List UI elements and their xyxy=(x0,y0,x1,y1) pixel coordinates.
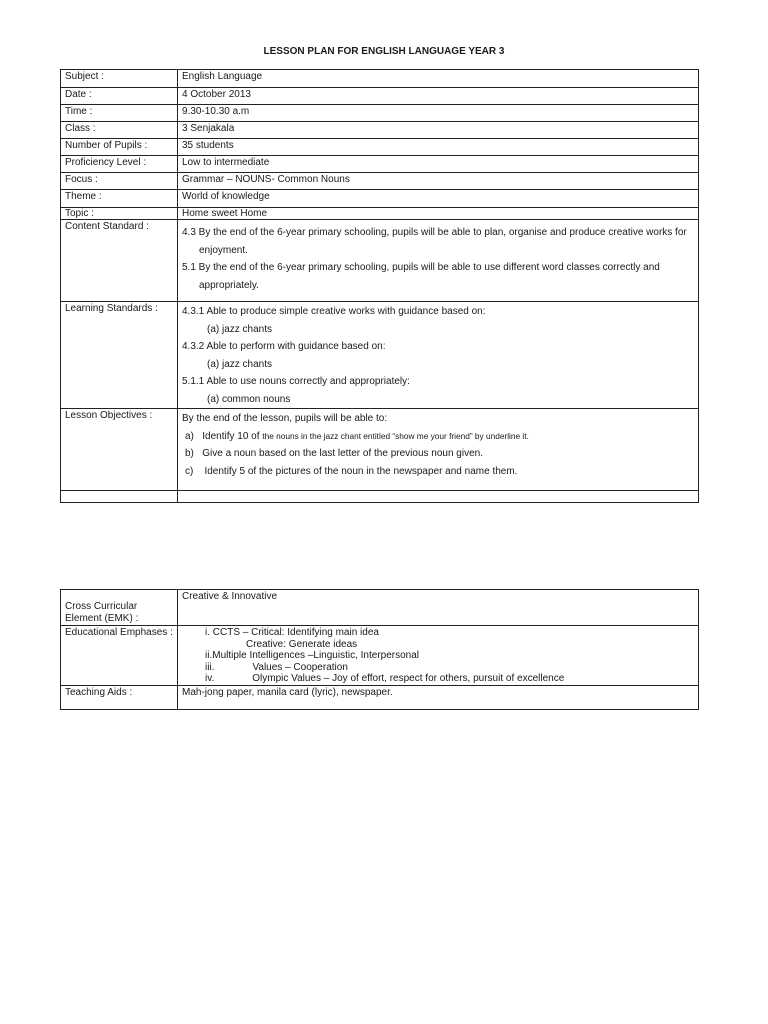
teaching-aids-label: Teaching Aids : xyxy=(61,685,178,709)
table-row xyxy=(61,685,699,709)
lesson-objectives-label: Lesson Objectives : xyxy=(61,409,178,491)
topic-label: Topic : xyxy=(61,208,178,220)
content-standard-value xyxy=(178,220,699,302)
learning-standard-sub: (a) jazz chants xyxy=(207,358,273,370)
table-row xyxy=(61,88,699,105)
emphasis-line xyxy=(182,627,694,639)
objective-text: Identify 10 of xyxy=(202,430,260,442)
learning-standard-sub: (a) common nouns xyxy=(207,393,291,405)
emphasis-text: CCTS – Critical: Identifying main idea xyxy=(212,627,379,638)
learning-standard-sub: (a) jazz chants xyxy=(207,323,273,335)
theme-label: Theme : xyxy=(61,190,178,208)
learning-standard-item: 5.1.1 Able to use nouns correctly and appropriately: xyxy=(182,376,410,387)
class-value: 3 Senjakala xyxy=(178,122,699,139)
date-value: 4 October 2013 xyxy=(178,88,699,105)
emphasis-text: Olympic Values – Joy of effort, respect for others, pursuit of excellence xyxy=(252,673,565,684)
proficiency-label: Proficiency Level : xyxy=(61,156,178,173)
emphasis-marker: i. xyxy=(205,627,210,638)
table-row xyxy=(61,491,699,503)
emphasis-marker: iii. xyxy=(205,661,215,673)
objective-item xyxy=(182,463,694,481)
subject-value: English Language xyxy=(178,70,699,88)
emphasis-marker: ii. xyxy=(205,650,213,661)
objective-marker: b) xyxy=(185,448,194,459)
objective-marker: c) xyxy=(185,465,194,477)
emphasis-line xyxy=(182,639,694,651)
cross-curricular-label: Cross Curricular Element (EMK) : xyxy=(61,590,178,626)
objective-text: Give a noun based on the last letter of the previous noun given. xyxy=(202,448,483,459)
objective-item xyxy=(182,428,694,446)
content-standard-line: 4.3 By the end of the 6-year primary schooling, pupils will be able to plan, organise and produce creative works for xyxy=(182,227,687,238)
cross-curricular-value: Creative & Innovative xyxy=(178,590,699,626)
focus-value: Grammar – NOUNS- Common Nouns xyxy=(178,173,699,190)
time-label: Time : xyxy=(61,105,178,122)
table-row xyxy=(61,409,699,491)
objective-text: Identify 5 of the pictures of the noun in the newspaper and name them. xyxy=(204,465,518,477)
date-label: Date : xyxy=(61,88,178,105)
table-row xyxy=(61,105,699,122)
emphasis-marker: iv. xyxy=(205,673,215,684)
learning-standards-value xyxy=(178,302,699,409)
lesson-objectives-value xyxy=(178,409,699,491)
class-label: Class : xyxy=(61,122,178,139)
theme-value: World of knowledge xyxy=(178,190,699,208)
time-value: 9.30-10.30 a.m xyxy=(178,105,699,122)
table-row xyxy=(61,139,699,156)
learning-standard-item: 4.3.1 Able to produce simple creative works with guidance based on: xyxy=(182,306,486,317)
table-row xyxy=(61,156,699,173)
lesson-details-table xyxy=(60,69,699,503)
proficiency-value: Low to intermediate xyxy=(178,156,699,173)
table-row xyxy=(61,626,699,686)
content-standard-line: 5.1 By the end of the 6-year primary schooling, pupils will be able to use different word classes correctly and xyxy=(182,262,660,273)
table-row xyxy=(61,220,699,302)
emphasis-line xyxy=(182,662,694,674)
emphasis-text: Creative: Generate ideas xyxy=(246,638,358,650)
table-row xyxy=(61,590,699,626)
teaching-aids-value: Mah-jong paper, manila card (lyric), newspaper. xyxy=(178,685,699,709)
table-row xyxy=(61,190,699,208)
emphasis-line xyxy=(182,673,694,685)
pupils-label: Number of Pupils : xyxy=(61,139,178,156)
objective-text-small: the nouns in the jazz chant entitled “show me your friend” by underline it. xyxy=(262,430,529,441)
objective-marker: a) xyxy=(185,430,194,442)
emphasis-text: Values – Cooperation xyxy=(252,661,348,673)
table-row xyxy=(61,70,699,88)
empty-cell xyxy=(178,491,699,503)
table-row xyxy=(61,173,699,190)
subject-label: Subject : xyxy=(61,70,178,88)
topic-value: Home sweet Home xyxy=(178,208,699,220)
educational-emphases-label: Educational Emphases : xyxy=(61,626,178,686)
page-title: LESSON PLAN FOR ENGLISH LANGUAGE YEAR 3 xyxy=(263,46,505,57)
emphasis-text: Multiple Intelligences –Linguistic, Interpersonal xyxy=(212,650,420,661)
learning-standards-label: Learning Standards : xyxy=(61,302,178,409)
empty-cell xyxy=(61,491,178,503)
table-row xyxy=(61,208,699,220)
educational-emphases-value xyxy=(178,626,699,686)
content-standard-label: Content Standard : xyxy=(61,220,178,302)
objective-item xyxy=(182,445,694,463)
table-row xyxy=(61,302,699,409)
table-row xyxy=(61,122,699,139)
learning-standard-item: 4.3.2 Able to perform with guidance based on: xyxy=(182,341,386,352)
content-standard-line: enjoyment. xyxy=(199,244,248,256)
content-standard-line: appropriately. xyxy=(199,279,259,291)
pupils-value: 35 students xyxy=(178,139,699,156)
focus-label: Focus : xyxy=(61,173,178,190)
emphasis-line xyxy=(182,650,694,662)
lesson-objectives-intro: By the end of the lesson, pupils will be able to: xyxy=(182,413,388,424)
emphases-table xyxy=(60,589,699,710)
